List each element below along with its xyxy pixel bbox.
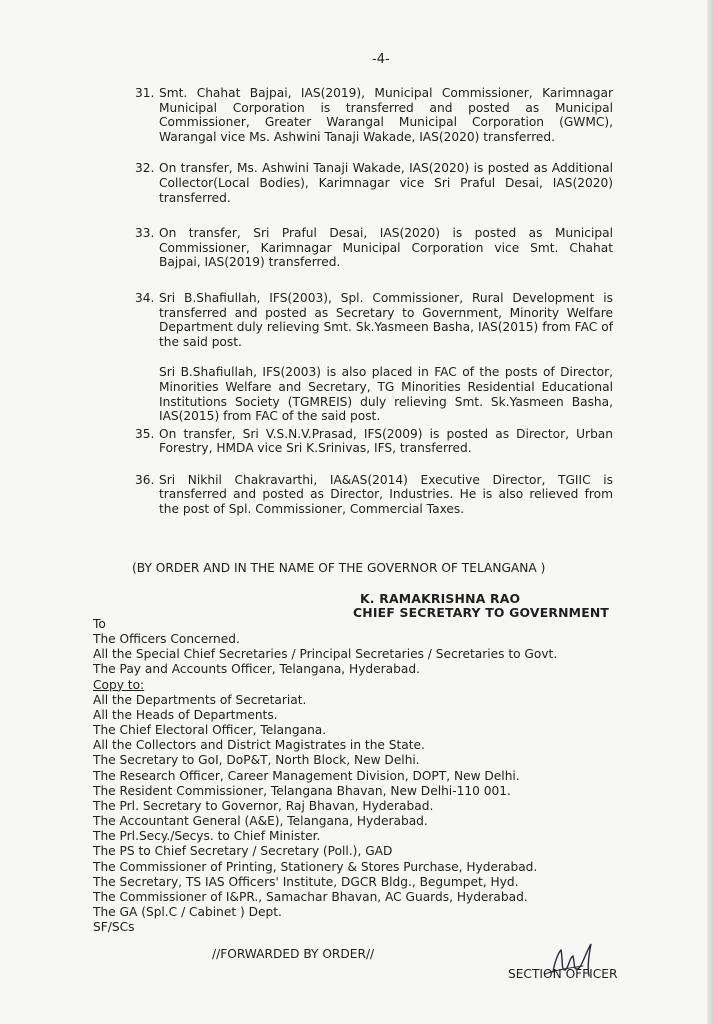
page-edge-shadow (707, 0, 714, 1024)
copy-to-item: The Prl. Secretary to Governor, Raj Bhavan, Hyderabad. (93, 798, 434, 813)
order-number: 36. (135, 472, 155, 487)
signature-image (535, 930, 605, 990)
copy-to-item: All the Collectors and District Magistrates in the State. (93, 738, 425, 753)
order-item-36 (135, 473, 613, 517)
order-number: 35. (135, 426, 155, 441)
copy-to-item: The Commissioner of Printing, Stationery & Stores Purchase, Hyderabad. (93, 859, 538, 874)
copy-to-item: The Research Officer, Career Management Division, DOPT, New Delhi. (93, 768, 520, 783)
copy-to-item: The Resident Commissioner, Telangana Bhavan, New Delhi-110 001. (93, 783, 511, 798)
copy-to-item: The Chief Electoral Officer, Telangana. (93, 723, 327, 738)
signatory-name: K. RAMAKRISHNA RAO (360, 591, 521, 606)
signatory-title: CHIEF SECRETARY TO GOVERNMENT (353, 605, 610, 620)
order-item-32 (135, 161, 613, 205)
order-number: 32. (135, 161, 155, 176)
order-text: Sri Nikhil Chakravarthi, IA&AS(2014) Executive Director, TGIIC is transferred and posted as Director, Industries. He is also relieved from the post of Spl. Commissioner, Commercial Taxes. (159, 472, 613, 517)
to-item: The Officers Concerned. (93, 632, 240, 647)
order-item-33 (135, 226, 613, 270)
copy-to-item: The Accountant General (A&E), Telangana, Hyderabad. (93, 814, 428, 829)
by-order-line: (BY ORDER AND IN THE NAME OF THE GOVERNOR OF TELANGANA ) (132, 561, 546, 575)
order-number: 34. (135, 290, 155, 305)
page-number: -4- (372, 52, 390, 67)
copy-to-label: Copy to: (93, 677, 145, 692)
section-officer-label: SECTION OFFICER (508, 967, 618, 981)
to-label: To (93, 617, 106, 631)
copy-to-item: SF/SCs (93, 920, 135, 935)
forwarded-by-order: //FORWARDED BY ORDER// (212, 947, 375, 961)
copy-to-item: The PS to Chief Secretary / Secretary (Poll.), GAD (93, 844, 393, 859)
copy-to-item: The Prl.Secy./Secys. to Chief Minister. (93, 829, 321, 844)
copy-to-item: The Commissioner of I&PR., Samachar Bhavan, AC Guards, Hyderabad. (93, 889, 528, 904)
distribution-list (93, 617, 557, 935)
order-text: On transfer, Ms. Ashwini Tanaji Wakade, IAS(2020) is posted as Additional Collector(Local Bodies), Karimnagar vice Sri Praful Desai, IAS(2020) transferred. (159, 161, 613, 205)
order-item-35 (135, 427, 613, 456)
order-number: 33. (135, 226, 155, 241)
copy-to-item: The Secretary, TS IAS Officers' Institute, DGCR Bldg., Begumpet, Hyd. (93, 874, 519, 889)
order-text: On transfer, Sri V.S.N.V.Prasad, IFS(2009) is posted as Director, Urban Forestry, HMDA vice Sri K.Srinivas, IFS, transferred. (159, 426, 613, 456)
order-text: On transfer, Sri Praful Desai, IAS(2020) is posted as Municipal Commissioner, Karimnagar Municipal Corporation vice Smt. Chahat Bajpai, IAS(2019) transferred. (159, 226, 613, 270)
to-item: All the Special Chief Secretaries / Principal Secretaries / Secretaries to Govt. (93, 647, 558, 662)
order-number: 31. (135, 86, 155, 100)
copy-to-item: The Secretary to GoI, DoP&T, North Block, New Delhi. (93, 753, 420, 768)
copy-to-item: The GA (Spl.C / Cabinet ) Dept. (93, 904, 282, 919)
copy-to-item: All the Departments of Secretariat. (93, 692, 307, 707)
order-text: Smt. Chahat Bajpai, IAS(2019), Municipal Commissioner, Karimnagar Municipal Corporation is transferred and posted as Municipal Commissioner, Greater Warangal Municipal Corporation (GWMC), Warangal vice Ms. Ashwini Tanaji Wakade, IAS(2020) transferred. (159, 86, 613, 144)
order-item-34 (135, 291, 613, 349)
to-item: The Pay and Accounts Officer, Telangana, Hyderabad. (93, 662, 420, 677)
order-item-34-addendum: Sri B.Shafiullah, IFS(2003) is also placed in FAC of the posts of Director, Minorities Welfare and Secretary, TG Minorities Residential Educational Institutions Society (TGMREIS) duly relieving Smt. Sk.Yasmeen Basha, IAS(2015) from FAC of the said post. (159, 365, 613, 424)
transfer-orders-list (135, 86, 613, 517)
order-text: Sri B.Shafiullah, IFS(2003), Spl. Commissioner, Rural Development is transferred and posted as Secretary to Government, Minority Welfare Department duly relieving Smt. Sk.Yasmeen Basha, IAS(2015) from FAC of the said post. (159, 290, 613, 349)
copy-to-item: All the Heads of Departments. (93, 707, 278, 722)
order-item-31 (135, 86, 613, 144)
